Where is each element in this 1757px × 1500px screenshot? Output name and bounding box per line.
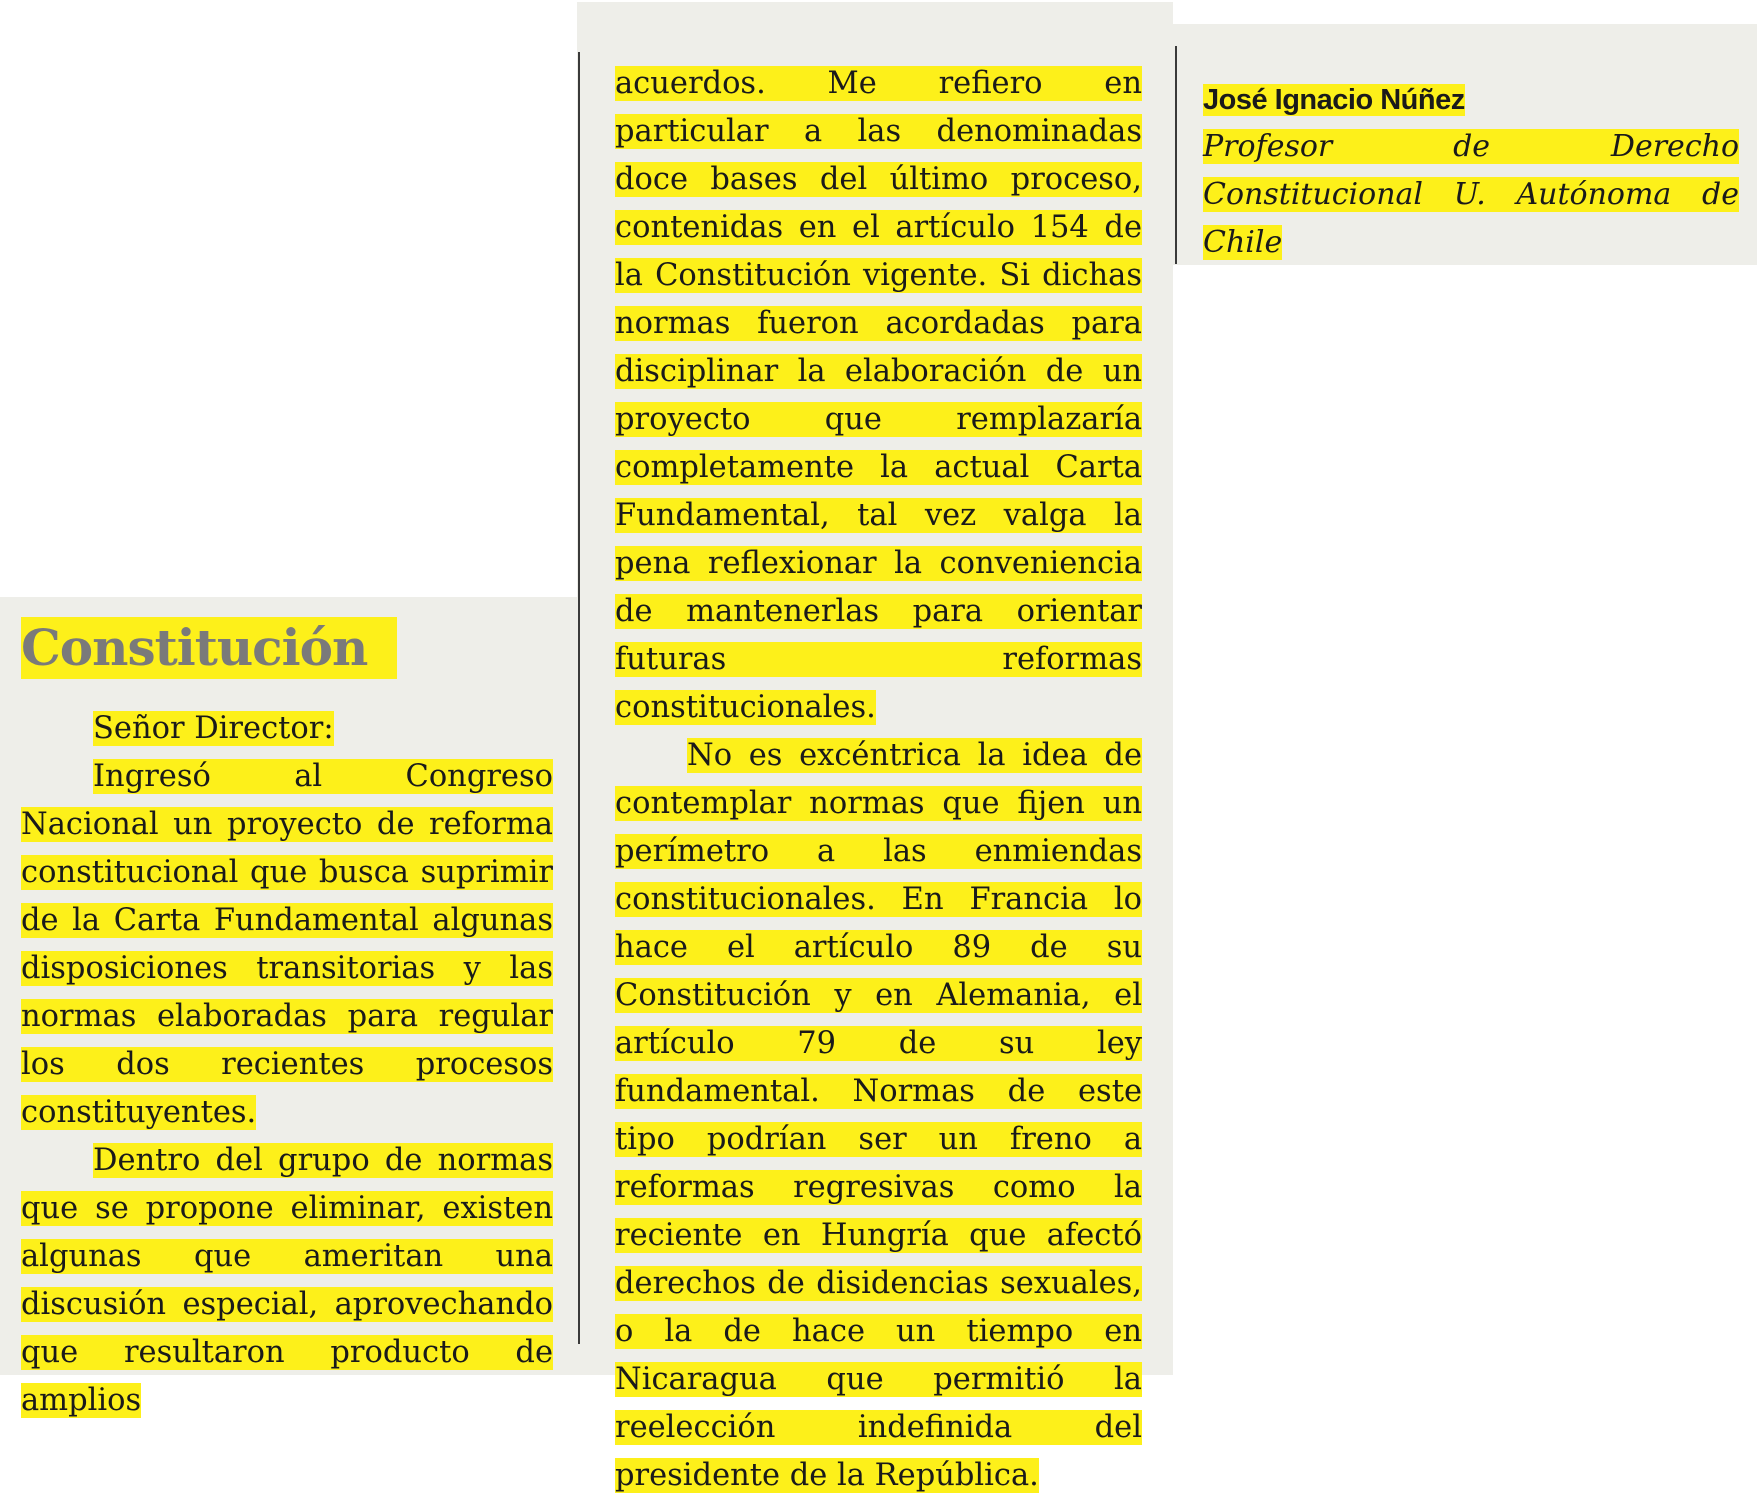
paragraph-3-text: No es excéntrica la idea de contemplar normas que fijen un perímetro a las enmiendas constitucionales. En Francia lo hace el artículo 89 de su Constitución y en Alemania, el artículo 79 de su ley fundamental. Normas de este tipo podrían ser un freno a reformas regresivas como la reciente en Hungría que afectó derechos de disidencias sexuales, o la de hace un tiempo en Nicaragua que permitió la reelección indefinida del presidente de la República. xyxy=(615,738,1142,1493)
letter-body-column-1 xyxy=(21,705,553,1425)
paragraph-2-text: Dentro del grupo de normas que se propone eliminar, existen algunas que ameritan una discusión especial, aprovechando que resultaron producto de amplios xyxy=(21,1143,553,1418)
author-affiliation-text: Profesor de Derecho Constitucional U. Autónoma de Chile xyxy=(1203,129,1739,260)
letter-body-column-2 xyxy=(615,60,1142,1500)
paragraph-2-continued-text: acuerdos. Me refiero en particular a las denominadas doce bases del último proceso, contenidas en el artículo 154 de la Constitución vigente. Si dichas normas fueron acordadas para disciplinar la elaboración de un proyecto que remplazaría completamente la actual Carta Fundamental, tal vez valga la pena reflexionar la conveniencia de mantenerlas para orientar futuras reformas constitucionales. xyxy=(615,66,1142,725)
salutation-text: Señor Director: xyxy=(93,711,334,746)
paragraph-1-text: Ingresó al Congreso Nacional un proyecto de reforma constitucional que busca suprimir de la Carta Fundamental algunas disposiciones transitorias y las normas elaboradas para regular los dos recientes procesos constituyentes. xyxy=(21,759,553,1130)
author-name-text: José Ignacio Núñez xyxy=(1203,84,1465,116)
author-signature xyxy=(1203,78,1739,267)
letter-title-text: Constitución xyxy=(21,617,397,679)
letter-title xyxy=(21,617,421,677)
author-affiliation xyxy=(1203,123,1739,267)
column-divider-left xyxy=(578,52,580,1344)
paragraph-2 xyxy=(21,1137,553,1425)
paragraph-3 xyxy=(615,732,1142,1500)
paragraph-1 xyxy=(21,753,553,1137)
column-divider-right xyxy=(1175,46,1177,264)
salutation xyxy=(21,705,553,753)
author-name xyxy=(1203,78,1739,123)
paragraph-2-continued xyxy=(615,60,1142,732)
